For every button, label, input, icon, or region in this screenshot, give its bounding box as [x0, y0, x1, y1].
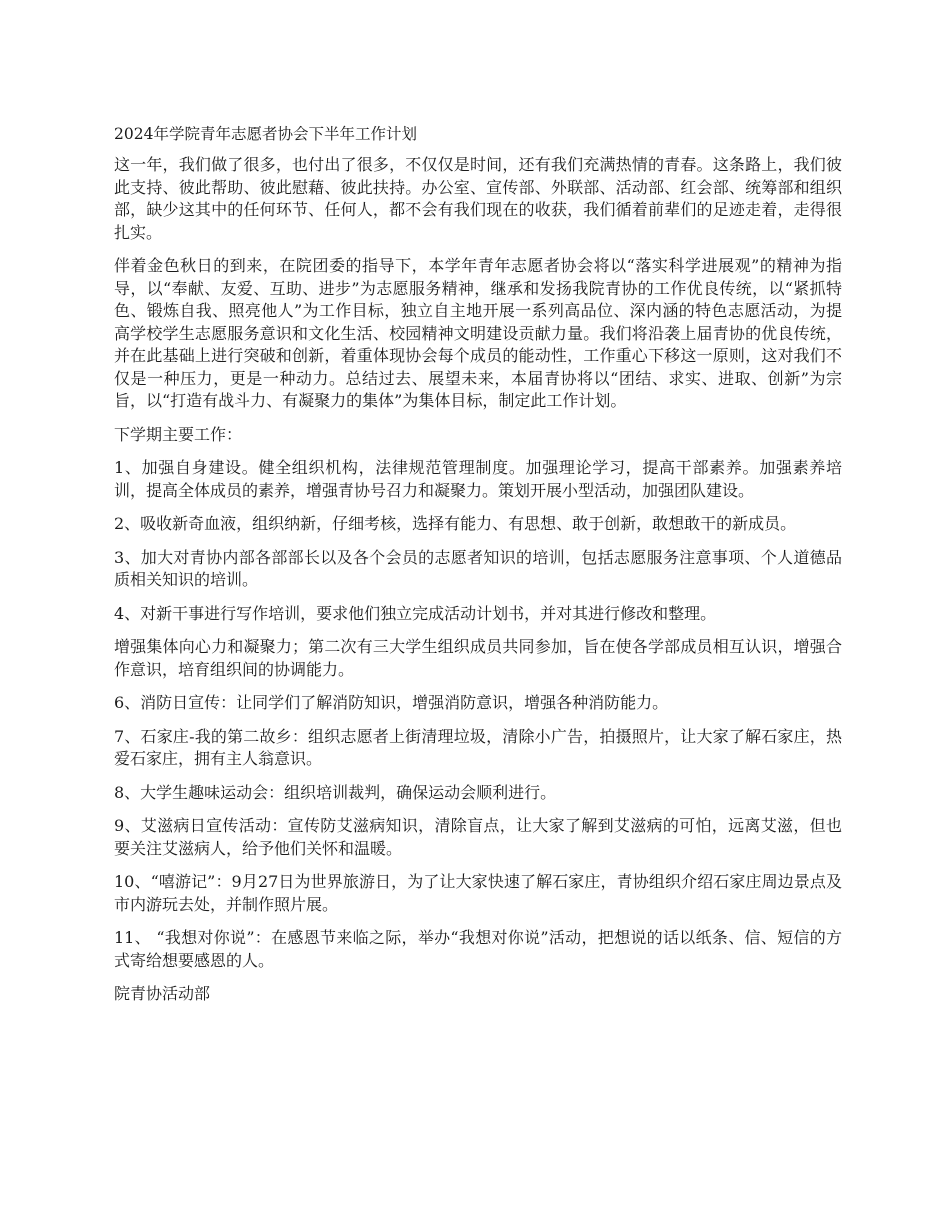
work-item-7: 7、石家庄-我的第二故乡：组织志愿者上街清理垃圾，清除小广告，拍摄照片，让大家了解石家庄，热爱石家庄，拥有主人翁意识。 — [114, 726, 842, 768]
work-item-8: 8、大学生趣味运动会：组织培训裁判，确保运动会顺利进行。 — [114, 782, 557, 802]
work-item-5: 增强集体向心力和凝聚力；第二次有三大学生组织成员共同参加，旨在使各学部成员相互认识，增强合作意识，培育组织间的协调能力。 — [114, 637, 842, 679]
work-item-2: 2、吸收新奇血液，组织纳新，仔细考核，选择有能力、有思想、敢于创新，敢想敢干的新成员。 — [114, 514, 797, 533]
guideline-paragraph: 伴着金色秋日的到来，在院团委的指导下，本学年青年志愿者协会将以“落实科学进展观”的精神为指导，以“奉献、友爱、互助、进步”为志愿服务精神，继承和发扬我院青协的工作优良传统，以“紧抓特色、锻炼自我、照亮他人”为工作目标，独立自主地开展一系列高品位、深内涵的特色志愿活动，为提高学校学生志愿服务意识和文化生活、校园精神文明建设贡献力量。我们将沿袭上届青协的优良传统，并在此基础上进行突破和创新，着重体现协会每个成员的能动性，工作重心下移这一原则，这对我们不仅是一种压力，更是一种动力。总结过去、展望未来，本届青协将以“团结、求实、进取、创新”为宗旨，以“打造有战斗力、有凝聚力的集体”为集体目标，制定此工作计划。 — [114, 256, 842, 410]
document-title: 2024年学院青年志愿者协会下半年工作计划 — [114, 125, 417, 143]
work-item-6: 6、消防日宣传：让同学们了解消防知识，增强消防意识，增强各种消防能力。 — [114, 693, 669, 712]
work-item-4: 4、对新干事进行写作培训，要求他们独立完成活动计划书，并对其进行修改和整理。 — [114, 603, 717, 623]
section-heading: 下学期主要工作： — [114, 424, 243, 444]
work-item-1: 1、加强自身建设。健全组织机构，法律规范管理制度。加强理论学习，提高干部素养。加强素养培训，提高全体成员的素养，增强青协号召力和凝聚力。策划开展小型活动，加强团队建设。 — [114, 458, 842, 500]
work-item-11: 11、 “我想对你说”：在感恩节来临之际，举办“我想对你说”活动，把想说的话以纸条、信、短信的方式寄给想要感恩的人。 — [114, 928, 842, 970]
document-page — [114, 122, 842, 1005]
work-item-9: 9、艾滋病日宣传活动：宣传防艾滋病知识，清除盲点，让大家了解到艾滋病的可怕，远离艾滋，但也要关注艾滋病人，给予他们关怀和温暖。 — [114, 816, 842, 858]
signature: 院青协活动部 — [114, 984, 211, 1003]
intro-paragraph: 这一年，我们做了很多，也付出了很多，不仅仅是时间，还有我们充满热情的青春。这条路上，我们彼此支持、彼此帮助、彼此慰藉、彼此扶持。办公室、宣传部、外联部、活动部、红会部、统筹部和组织部，缺少这其中的任何环节、任何人，都不会有我们现在的收获，我们循着前辈们的足迹走着，走得很扎实。 — [114, 155, 842, 242]
work-item-3: 3、加大对青协内部各部部长以及各个会员的志愿者知识的培训，包括志愿服务注意事项、个人道德品质相关知识的培训。 — [114, 547, 842, 589]
work-item-10: 10、“嘻游记”：9月27日为世界旅游日，为了让大家快速了解石家庄，青协组织介绍石家庄周边景点及市内游玩去处，并制作照片展。 — [114, 872, 842, 914]
